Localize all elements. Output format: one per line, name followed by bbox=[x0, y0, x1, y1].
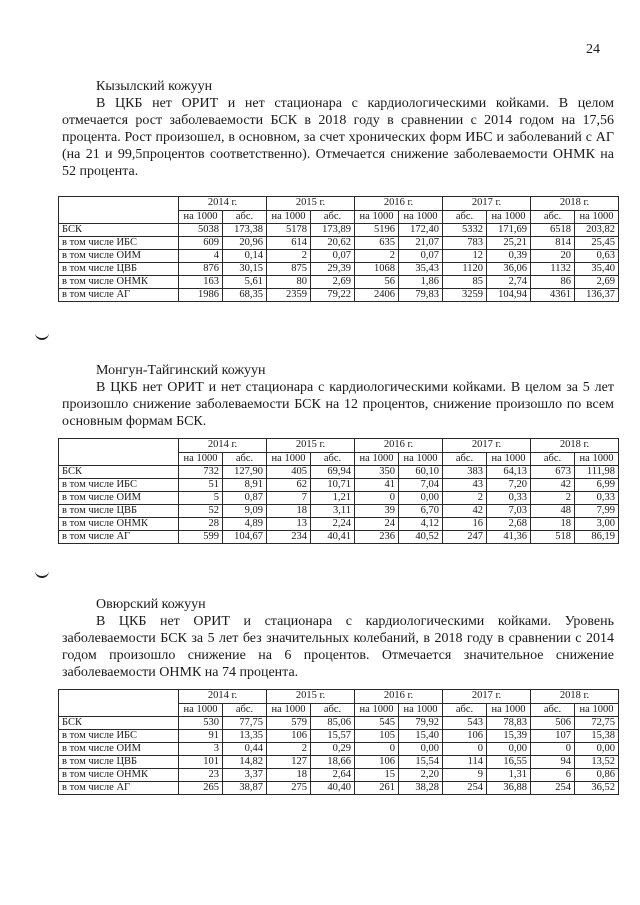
table-cell: 105 bbox=[355, 730, 399, 743]
table-cell: 0,00 bbox=[399, 492, 443, 505]
table-row bbox=[59, 289, 619, 302]
column-subheader: на 1000 bbox=[575, 211, 619, 224]
table-cell: 5,61 bbox=[223, 276, 267, 289]
year-header: 2015 г. bbox=[267, 439, 355, 453]
table-cell: 35,40 bbox=[575, 263, 619, 276]
table-cell: 10,71 bbox=[311, 479, 355, 492]
table-row bbox=[59, 769, 619, 782]
section-title: Кызылский кожуун bbox=[96, 79, 213, 94]
table-cell: 104,67 bbox=[223, 531, 267, 544]
table-cell: 5038 bbox=[179, 224, 223, 237]
table-cell: 80 bbox=[267, 276, 311, 289]
table-cell: 0,86 bbox=[575, 769, 619, 782]
page-number: 24 bbox=[586, 42, 600, 57]
table-cell: 405 bbox=[267, 466, 311, 479]
table-cell: 30,15 bbox=[223, 263, 267, 276]
table-cell: 254 bbox=[443, 782, 487, 795]
row-label: в том числе АГ bbox=[59, 782, 179, 795]
table-cell: 40,40 bbox=[311, 782, 355, 795]
table-cell: 106 bbox=[443, 730, 487, 743]
section-paragraph: В ЦКБ нет ОРИТ и нет стационара с кардиологическими койками. В целом отмечается рост заболеваемости БСК в 2018 году в сравнении с 2014 годом на 17,56 процента. Рост произошел, в основном, за счет хронических форм ИБС и заболеваний с АГ (на 21 и 99,5процентов соответственно). Отмечается снижение заболеваемости ОНМК на 52 процента. bbox=[62, 96, 614, 179]
table-cell: 0,63 bbox=[575, 250, 619, 263]
year-header: 2017 г. bbox=[443, 439, 531, 453]
table-cell: 350 bbox=[355, 466, 399, 479]
table-cell: 36,52 bbox=[575, 782, 619, 795]
year-header: 2016 г. bbox=[355, 690, 443, 704]
table-cell: 4361 bbox=[531, 289, 575, 302]
table-cell: 3,00 bbox=[575, 518, 619, 531]
column-subheader: на 1000 bbox=[267, 453, 311, 466]
table-cell: 42 bbox=[531, 479, 575, 492]
table-cell: 2 bbox=[443, 492, 487, 505]
table-cell: 2,69 bbox=[311, 276, 355, 289]
table-cell: 545 bbox=[355, 717, 399, 730]
row-label: в том числе ОИМ bbox=[59, 250, 179, 263]
table-cell: 62 bbox=[267, 479, 311, 492]
table-cell: 21,07 bbox=[399, 237, 443, 250]
table-cell: 5196 bbox=[355, 224, 399, 237]
table-cell: 0,00 bbox=[399, 743, 443, 756]
row-label: в том числе ОНМК bbox=[59, 276, 179, 289]
table-cell: 254 bbox=[531, 782, 575, 795]
year-header: 2017 г. bbox=[443, 690, 531, 704]
table-cell: 1986 bbox=[179, 289, 223, 302]
column-subheader: абс. bbox=[531, 211, 575, 224]
margin-mark bbox=[35, 568, 49, 578]
column-subheader: абс. bbox=[531, 704, 575, 717]
table-cell: 14,82 bbox=[223, 756, 267, 769]
table-row bbox=[59, 250, 619, 263]
table-cell: 25,45 bbox=[575, 237, 619, 250]
header-corner bbox=[59, 439, 179, 466]
table-cell: 106 bbox=[355, 756, 399, 769]
table-cell: 2 bbox=[267, 250, 311, 263]
table-cell: 1,86 bbox=[399, 276, 443, 289]
table-cell: 0,87 bbox=[223, 492, 267, 505]
table-cell: 2,68 bbox=[487, 518, 531, 531]
table-cell: 6,99 bbox=[575, 479, 619, 492]
table-cell: 29,39 bbox=[311, 263, 355, 276]
table-cell: 609 bbox=[179, 237, 223, 250]
table-cell: 9,09 bbox=[223, 505, 267, 518]
table-cell: 36,88 bbox=[487, 782, 531, 795]
table-cell: 13,52 bbox=[575, 756, 619, 769]
table-cell: 15,54 bbox=[399, 756, 443, 769]
table-cell: 15,39 bbox=[487, 730, 531, 743]
row-label: в том числе ОНМК bbox=[59, 769, 179, 782]
row-label: БСК bbox=[59, 466, 179, 479]
table-cell: 39 bbox=[355, 505, 399, 518]
table-cell: 0,44 bbox=[223, 743, 267, 756]
year-header: 2014 г. bbox=[179, 439, 267, 453]
table-cell: 6518 bbox=[531, 224, 575, 237]
row-label: в том числе ИБС bbox=[59, 479, 179, 492]
table-cell: 5 bbox=[179, 492, 223, 505]
table-cell: 25,21 bbox=[487, 237, 531, 250]
table-cell: 20 bbox=[531, 250, 575, 263]
table-cell: 51 bbox=[179, 479, 223, 492]
year-header: 2018 г. bbox=[531, 197, 619, 211]
table-cell: 247 bbox=[443, 531, 487, 544]
table-cell: 261 bbox=[355, 782, 399, 795]
table-cell: 77,75 bbox=[223, 717, 267, 730]
table-cell: 127 bbox=[267, 756, 311, 769]
table-cell: 52 bbox=[179, 505, 223, 518]
column-subheader: на 1000 bbox=[179, 453, 223, 466]
table-cell: 236 bbox=[355, 531, 399, 544]
table-cell: 13 bbox=[267, 518, 311, 531]
table-cell: 814 bbox=[531, 237, 575, 250]
table-cell: 15,40 bbox=[399, 730, 443, 743]
row-label: БСК bbox=[59, 717, 179, 730]
table-cell: 3,11 bbox=[311, 505, 355, 518]
table-cell: 783 bbox=[443, 237, 487, 250]
table-cell: 18 bbox=[267, 769, 311, 782]
table-cell: 101 bbox=[179, 756, 223, 769]
table-cell: 171,69 bbox=[487, 224, 531, 237]
table-row bbox=[59, 466, 619, 479]
row-label: в том числе ИБС bbox=[59, 730, 179, 743]
table-cell: 673 bbox=[531, 466, 575, 479]
table-cell: 0,29 bbox=[311, 743, 355, 756]
table-cell: 635 bbox=[355, 237, 399, 250]
year-header-row bbox=[59, 439, 619, 453]
table-cell: 163 bbox=[179, 276, 223, 289]
data-table bbox=[58, 196, 619, 302]
table-cell: 0 bbox=[531, 743, 575, 756]
table-cell: 64,13 bbox=[487, 466, 531, 479]
table-cell: 18 bbox=[531, 518, 575, 531]
row-label: в том числе АГ bbox=[59, 289, 179, 302]
table-cell: 2,64 bbox=[311, 769, 355, 782]
table-cell: 48 bbox=[531, 505, 575, 518]
table-row bbox=[59, 263, 619, 276]
row-label: в том числе ОИМ bbox=[59, 492, 179, 505]
table-cell: 43 bbox=[443, 479, 487, 492]
table-cell: 3 bbox=[179, 743, 223, 756]
row-label: в том числе ЦВБ bbox=[59, 505, 179, 518]
table-cell: 4 bbox=[179, 250, 223, 263]
table-cell: 104,94 bbox=[487, 289, 531, 302]
table-cell: 876 bbox=[179, 263, 223, 276]
table-cell: 56 bbox=[355, 276, 399, 289]
table-cell: 7 bbox=[267, 492, 311, 505]
table-cell: 41,36 bbox=[487, 531, 531, 544]
column-subheader: на 1000 bbox=[399, 453, 443, 466]
table-cell: 3259 bbox=[443, 289, 487, 302]
table-cell: 69,94 bbox=[311, 466, 355, 479]
column-subheader: абс. bbox=[311, 211, 355, 224]
table-row bbox=[59, 730, 619, 743]
year-header: 2015 г. bbox=[267, 197, 355, 211]
table-cell: 2406 bbox=[355, 289, 399, 302]
table-cell: 40,52 bbox=[399, 531, 443, 544]
table-cell: 1,21 bbox=[311, 492, 355, 505]
table-cell: 16 bbox=[443, 518, 487, 531]
table-cell: 85,06 bbox=[311, 717, 355, 730]
table-row bbox=[59, 224, 619, 237]
data-table bbox=[58, 689, 619, 795]
table-cell: 60,10 bbox=[399, 466, 443, 479]
table-cell: 9 bbox=[443, 769, 487, 782]
row-label: в том числе АГ bbox=[59, 531, 179, 544]
table-cell: 111,98 bbox=[575, 466, 619, 479]
table-cell: 41 bbox=[355, 479, 399, 492]
column-subheader: на 1000 bbox=[267, 211, 311, 224]
table-cell: 35,43 bbox=[399, 263, 443, 276]
table-cell: 20,96 bbox=[223, 237, 267, 250]
table-cell: 2 bbox=[355, 250, 399, 263]
table-cell: 0,07 bbox=[399, 250, 443, 263]
table-cell: 599 bbox=[179, 531, 223, 544]
table-cell: 68,35 bbox=[223, 289, 267, 302]
table-cell: 79,92 bbox=[399, 717, 443, 730]
table-cell: 20,62 bbox=[311, 237, 355, 250]
table-cell: 24 bbox=[355, 518, 399, 531]
table-cell: 91 bbox=[179, 730, 223, 743]
year-header: 2018 г. bbox=[531, 690, 619, 704]
table-cell: 8,91 bbox=[223, 479, 267, 492]
table-cell: 173,89 bbox=[311, 224, 355, 237]
column-subheader: на 1000 bbox=[399, 704, 443, 717]
table-row bbox=[59, 756, 619, 769]
table-cell: 1120 bbox=[443, 263, 487, 276]
table-cell: 173,38 bbox=[223, 224, 267, 237]
table-cell: 15,38 bbox=[575, 730, 619, 743]
year-header-row bbox=[59, 690, 619, 704]
table-row bbox=[59, 782, 619, 795]
table-cell: 614 bbox=[267, 237, 311, 250]
row-label: в том числе ИБС bbox=[59, 237, 179, 250]
table-row bbox=[59, 237, 619, 250]
table-cell: 5178 bbox=[267, 224, 311, 237]
row-label: в том числе ОИМ bbox=[59, 743, 179, 756]
table-cell: 172,40 bbox=[399, 224, 443, 237]
column-subheader: на 1000 bbox=[179, 704, 223, 717]
table-cell: 1132 bbox=[531, 263, 575, 276]
table-row bbox=[59, 505, 619, 518]
data-table bbox=[58, 438, 619, 544]
table-cell: 136,37 bbox=[575, 289, 619, 302]
table-cell: 1068 bbox=[355, 263, 399, 276]
row-label: в том числе ЦВБ bbox=[59, 756, 179, 769]
column-subheader: абс. bbox=[223, 704, 267, 717]
table-cell: 0,00 bbox=[575, 743, 619, 756]
year-header: 2018 г. bbox=[531, 439, 619, 453]
table-cell: 23 bbox=[179, 769, 223, 782]
table-cell: 6 bbox=[531, 769, 575, 782]
table-cell: 36,06 bbox=[487, 263, 531, 276]
year-header: 2017 г. bbox=[443, 197, 531, 211]
table-cell: 40,41 bbox=[311, 531, 355, 544]
table-cell: 7,04 bbox=[399, 479, 443, 492]
column-subheader: абс. bbox=[443, 453, 487, 466]
table-cell: 12 bbox=[443, 250, 487, 263]
table-cell: 0 bbox=[443, 743, 487, 756]
table-cell: 114 bbox=[443, 756, 487, 769]
table-cell: 2,74 bbox=[487, 276, 531, 289]
table-cell: 275 bbox=[267, 782, 311, 795]
column-subheader: абс. bbox=[443, 704, 487, 717]
table-cell: 6,70 bbox=[399, 505, 443, 518]
table-cell: 0,07 bbox=[311, 250, 355, 263]
table-cell: 5332 bbox=[443, 224, 487, 237]
table-cell: 2,20 bbox=[399, 769, 443, 782]
table-cell: 79,22 bbox=[311, 289, 355, 302]
table-row bbox=[59, 492, 619, 505]
table-cell: 42 bbox=[443, 505, 487, 518]
table-cell: 7,99 bbox=[575, 505, 619, 518]
row-label: в том числе ОНМК bbox=[59, 518, 179, 531]
column-subheader: на 1000 bbox=[179, 211, 223, 224]
table-cell: 78,83 bbox=[487, 717, 531, 730]
table-cell: 18,66 bbox=[311, 756, 355, 769]
table-cell: 543 bbox=[443, 717, 487, 730]
table-cell: 0,33 bbox=[487, 492, 531, 505]
table-cell: 1,31 bbox=[487, 769, 531, 782]
table-cell: 732 bbox=[179, 466, 223, 479]
table-row bbox=[59, 276, 619, 289]
column-subheader: абс. bbox=[311, 453, 355, 466]
column-subheader: на 1000 bbox=[487, 704, 531, 717]
table-cell: 94 bbox=[531, 756, 575, 769]
table-cell: 579 bbox=[267, 717, 311, 730]
column-subheader: на 1000 bbox=[267, 704, 311, 717]
table-cell: 85 bbox=[443, 276, 487, 289]
margin-mark bbox=[35, 330, 49, 340]
table-cell: 2 bbox=[531, 492, 575, 505]
table-row bbox=[59, 531, 619, 544]
table-cell: 2,69 bbox=[575, 276, 619, 289]
column-subheader: на 1000 bbox=[487, 453, 531, 466]
year-header: 2014 г. bbox=[179, 197, 267, 211]
table-cell: 2,24 bbox=[311, 518, 355, 531]
table-cell: 15 bbox=[355, 769, 399, 782]
table-row bbox=[59, 518, 619, 531]
row-label: БСК bbox=[59, 224, 179, 237]
table-cell: 15,57 bbox=[311, 730, 355, 743]
table-cell: 518 bbox=[531, 531, 575, 544]
table-cell: 0,39 bbox=[487, 250, 531, 263]
year-header: 2016 г. bbox=[355, 439, 443, 453]
column-subheader: на 1000 bbox=[487, 211, 531, 224]
column-subheader: на 1000 bbox=[355, 211, 399, 224]
header-corner bbox=[59, 197, 179, 224]
table-cell: 72,75 bbox=[575, 717, 619, 730]
table-row bbox=[59, 743, 619, 756]
column-subheader: абс. bbox=[223, 453, 267, 466]
table-cell: 4,89 bbox=[223, 518, 267, 531]
table-row bbox=[59, 479, 619, 492]
table-cell: 0,14 bbox=[223, 250, 267, 263]
table-cell: 0 bbox=[355, 743, 399, 756]
table-cell: 127,90 bbox=[223, 466, 267, 479]
table-cell: 13,35 bbox=[223, 730, 267, 743]
table-cell: 106 bbox=[267, 730, 311, 743]
row-label: в том числе ЦВБ bbox=[59, 263, 179, 276]
table-cell: 16,55 bbox=[487, 756, 531, 769]
table-cell: 203,82 bbox=[575, 224, 619, 237]
table-cell: 107 bbox=[531, 730, 575, 743]
table-cell: 2 bbox=[267, 743, 311, 756]
table-cell: 0 bbox=[355, 492, 399, 505]
table-cell: 86,19 bbox=[575, 531, 619, 544]
column-subheader: на 1000 bbox=[355, 704, 399, 717]
section-paragraph: В ЦКБ нет ОРИТ и нет стационара с кардиологическими койками. В целом за 5 лет произошло снижение заболеваемости БСК на 12 процентов, снижение произошло по всем основным формам БСК. bbox=[62, 380, 614, 429]
section-title: Монгун-Тайгинский кожуун bbox=[96, 363, 266, 378]
table-cell: 38,28 bbox=[399, 782, 443, 795]
year-header: 2015 г. bbox=[267, 690, 355, 704]
column-subheader: абс. bbox=[311, 704, 355, 717]
table-cell: 28 bbox=[179, 518, 223, 531]
table-cell: 530 bbox=[179, 717, 223, 730]
year-header: 2016 г. bbox=[355, 197, 443, 211]
column-subheader: абс. bbox=[531, 453, 575, 466]
year-header-row bbox=[59, 197, 619, 211]
table-cell: 2359 bbox=[267, 289, 311, 302]
section-paragraph: В ЦКБ нет ОРИТ и стационара с кардиологическими койками. Уровень заболеваемости БСК за 5 лет без значительных колебаний, в 2018 году в сравнении с 2014 годом произошло снижение на 6 процентов. Отмечается значительное снижение заболеваемости ОНМК на 74 процента. bbox=[62, 614, 614, 680]
table-cell: 875 bbox=[267, 263, 311, 276]
table-cell: 4,12 bbox=[399, 518, 443, 531]
table-cell: 3,37 bbox=[223, 769, 267, 782]
table-cell: 265 bbox=[179, 782, 223, 795]
table-cell: 7,03 bbox=[487, 505, 531, 518]
table-cell: 18 bbox=[267, 505, 311, 518]
table-cell: 0,33 bbox=[575, 492, 619, 505]
table-row bbox=[59, 717, 619, 730]
table-cell: 383 bbox=[443, 466, 487, 479]
section-title: Овюрский кожуун bbox=[96, 597, 206, 612]
table-cell: 0,00 bbox=[487, 743, 531, 756]
year-header: 2014 г. bbox=[179, 690, 267, 704]
table-cell: 79,83 bbox=[399, 289, 443, 302]
header-corner bbox=[59, 690, 179, 717]
table-cell: 234 bbox=[267, 531, 311, 544]
column-subheader: на 1000 bbox=[355, 453, 399, 466]
table-cell: 38,87 bbox=[223, 782, 267, 795]
table-cell: 506 bbox=[531, 717, 575, 730]
column-subheader: абс. bbox=[443, 211, 487, 224]
table-cell: 7,20 bbox=[487, 479, 531, 492]
column-subheader: абс. bbox=[223, 211, 267, 224]
table-cell: 86 bbox=[531, 276, 575, 289]
column-subheader: на 1000 bbox=[399, 211, 443, 224]
column-subheader: на 1000 bbox=[575, 704, 619, 717]
column-subheader: на 1000 bbox=[575, 453, 619, 466]
